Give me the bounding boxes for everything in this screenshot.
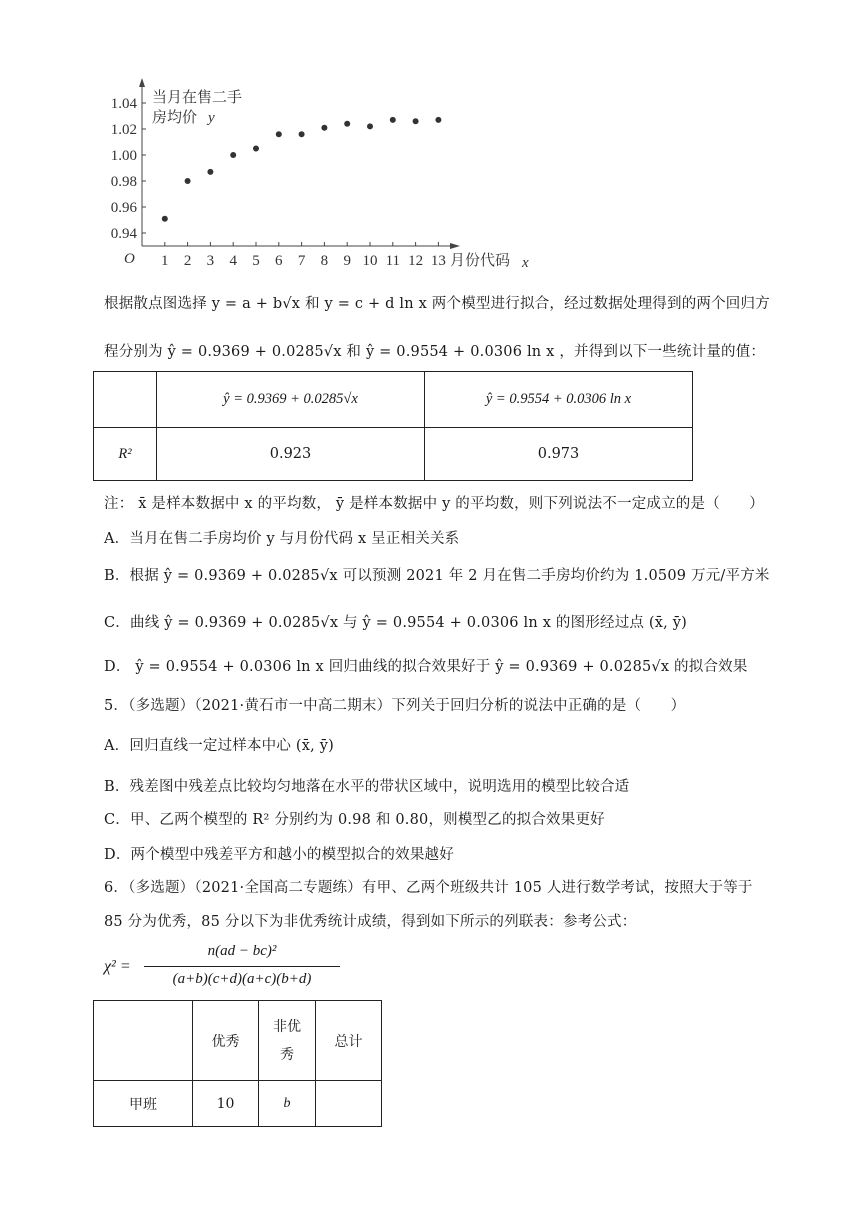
- data-point: [207, 169, 213, 175]
- table-r2-label: R²: [94, 428, 157, 481]
- y-axis-label-line-1: 当月在售二手: [152, 90, 243, 106]
- formula-lhs: χ² =: [104, 958, 131, 975]
- data-point: [413, 118, 419, 124]
- table2-class-a-total: [316, 1081, 382, 1127]
- q4-option-c: C．曲线 ŷ = 0.9369 + 0.0285√x 与 ŷ = 0.9554 + 0.0306 ln x 的图形经过点 (x̄, ȳ): [104, 615, 688, 631]
- q4-option-b: B．根据 ŷ = 0.9369 + 0.0285√x 可以预测 2021 年 2 月在售二手房均价约为 1.0509 万元/平方米: [104, 568, 770, 584]
- x-tick-label: 2: [183, 253, 192, 269]
- contingency-table: [93, 1000, 382, 1127]
- q5-option-d: D．两个模型中残差平方和越小的模型拟合的效果越好: [104, 847, 454, 863]
- y-axis-variable: y: [208, 110, 215, 126]
- chart-origin-label: O: [124, 251, 135, 267]
- y-tick-label: 1.00: [110, 148, 137, 164]
- data-point: [230, 152, 236, 158]
- x-axis-arrow: [450, 243, 460, 249]
- y-tick-label: 0.94: [110, 226, 137, 242]
- paragraph-line-2: 程分别为 ŷ = 0.9369 + 0.0285√x 和 ŷ = 0.9554 + 0.0306 ln x ，并得到以下一些统计量的值：: [104, 344, 766, 360]
- data-point: [390, 117, 396, 123]
- data-point: [185, 178, 191, 184]
- x-tick-label: 4: [229, 253, 237, 269]
- x-tick-label: 7: [297, 253, 306, 269]
- paragraph-line-1: 根据散点图选择 y = a + b√x 和 y = c + d ln x 两个模型进行拟合，经过数据处理得到的两个回归方: [104, 296, 770, 312]
- table2-header-not-excellent: [259, 1001, 316, 1081]
- data-point: [435, 117, 441, 123]
- q5-option-a: A．回归直线一定过样本中心 (x̄, ȳ): [104, 738, 334, 754]
- table2-header-total: 总计: [316, 1001, 382, 1081]
- data-point: [253, 146, 259, 152]
- x-tick-label: 8: [320, 253, 329, 269]
- data-point: [344, 121, 350, 127]
- x-tick-label: 11: [385, 253, 401, 269]
- chi-square-formula: [104, 940, 364, 996]
- data-point: [367, 123, 373, 129]
- y-tick-label: 0.96: [110, 200, 137, 216]
- formula-denominator: (a+b)(c+d)(a+c)(b+d): [172, 971, 312, 987]
- x-axis-label: 月份代码: [450, 253, 511, 269]
- scatter-chart: [100, 78, 540, 270]
- note-text: 注： x̄ 是样本数据中 x 的平均数， ȳ 是样本数据中 y 的平均数，则下列说法不一定成立的是（ ）: [104, 496, 765, 512]
- q4-option-d: D． ŷ = 0.9554 + 0.0306 ln x 回归曲线的拟合效果好于 ŷ = 0.9369 + 0.0285√x 的拟合效果: [104, 659, 748, 675]
- x-tick-label: 1: [161, 253, 169, 269]
- table2-corner-cell: [94, 1001, 193, 1081]
- question-6-stem-line-2: 85 分为优秀，85 分以下为非优秀统计成绩，得到如下所示的列联表：参考公式：: [104, 914, 637, 930]
- table-r2-model-1: 0.923: [157, 428, 425, 481]
- x-axis-variable: x: [522, 255, 529, 270]
- y-axis-label-line-2: 房均价: [152, 110, 198, 126]
- table-corner-cell: [94, 372, 157, 428]
- q5-option-b: B．残差图中残差点比较均匀地落在水平的带状区域中，说明选用的模型比较合适: [104, 779, 630, 795]
- table-r2-model-2: 0.973: [425, 428, 693, 481]
- question-6-stem-line-1: 6．（多选题）（2021·全国高二专题练）有甲、乙两个班级共计 105 人进行数学考试，按照大于等于: [104, 880, 753, 896]
- q4-option-a: A．当月在售二手房均价 y 与月份代码 x 呈正相关关系: [104, 531, 460, 547]
- table2-header-excellent: 优秀: [193, 1001, 259, 1081]
- x-tick-label: 5: [252, 253, 260, 269]
- table-header-model-2: ŷ = 0.9554 + 0.0306 ln x: [425, 372, 693, 428]
- x-tick-label: 9: [343, 253, 351, 269]
- formula-numerator: n(ad − bc)²: [207, 943, 277, 959]
- x-tick-label: 12: [408, 253, 424, 269]
- table2-class-a-excellent: 10: [193, 1081, 259, 1127]
- y-tick-label: 0.98: [110, 174, 137, 190]
- x-tick-label: 13: [430, 253, 446, 269]
- data-point: [321, 125, 327, 131]
- table2-row-label-class-a: 甲班: [94, 1081, 193, 1127]
- table2-header-not-excellent-line-2: 秀: [280, 1046, 294, 1063]
- x-tick-label: 6: [275, 253, 283, 269]
- q5-option-c: C．甲、乙两个模型的 R² 分别约为 0.98 和 0.80，则模型乙的拟合效果更好: [104, 812, 605, 828]
- table2-class-a-not-excellent: b: [259, 1081, 316, 1127]
- data-point: [276, 131, 282, 137]
- y-axis-arrow: [139, 78, 145, 87]
- question-5-stem: 5．（多选题）（2021·黄石市一中高二期末）下列关于回归分析的说法中正确的是（ ）: [104, 698, 686, 714]
- data-point: [162, 216, 168, 222]
- y-tick-label: 1.04: [110, 96, 137, 112]
- data-point: [299, 131, 305, 137]
- statistics-table: [93, 371, 693, 481]
- table2-header-not-excellent-line-1: 非优: [273, 1018, 301, 1035]
- x-tick-label: 3: [206, 253, 215, 269]
- y-tick-label: 1.02: [110, 122, 137, 138]
- formula-fraction-bar: [144, 966, 340, 967]
- table-header-model-1: ŷ = 0.9369 + 0.0285√x: [157, 372, 425, 428]
- x-tick-label: 10: [362, 253, 378, 269]
